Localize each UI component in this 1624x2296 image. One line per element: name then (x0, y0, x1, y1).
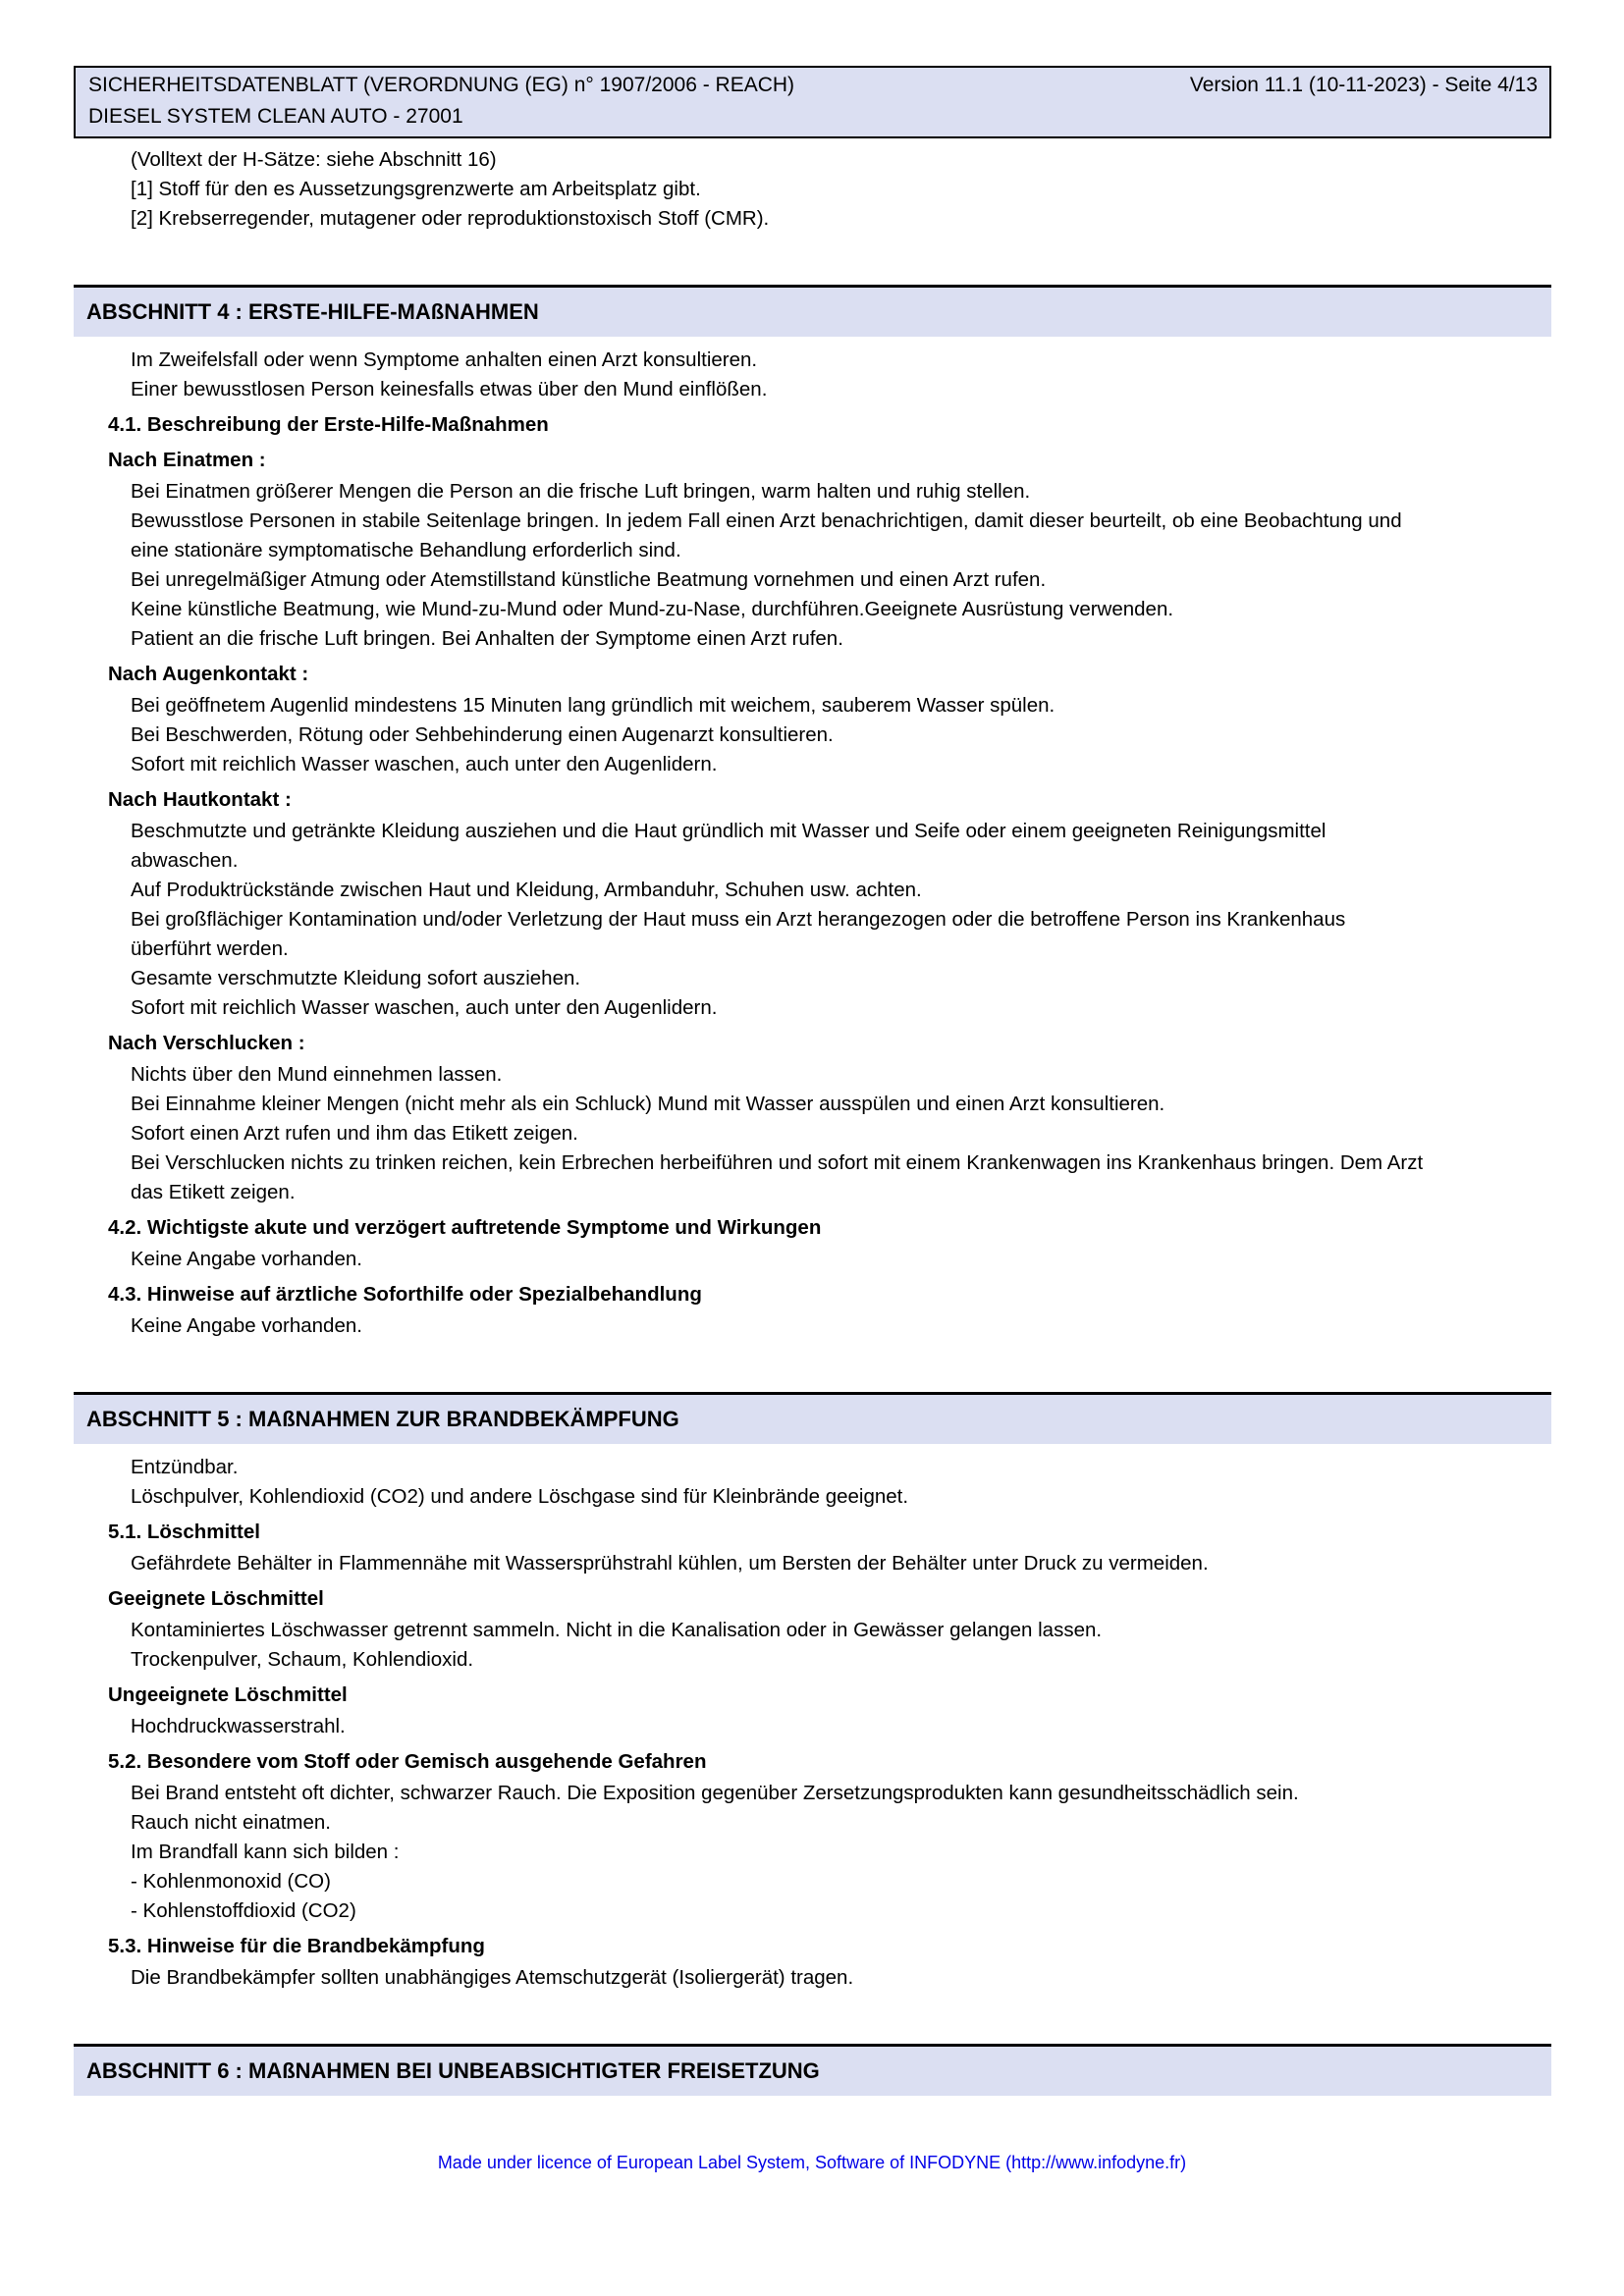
body-line: Auf Produktrückstände zwischen Haut und Kleidung, Armbanduhr, Schuhen usw. achten. (131, 879, 922, 901)
body-line: - Kohlenstoffdioxid (CO2) (131, 1899, 356, 1922)
heading-4-3: 4.3. Hinweise auf ärztliche Soforthilfe oder Spezialbehandlung (108, 1283, 702, 1306)
body-line: Trockenpulver, Schaum, Kohlendioxid. (131, 1648, 474, 1671)
footer-licence-link[interactable]: Made under licence of European Label System, Software of INFODYNE (http://www.infodyne.fr) (437, 2153, 1187, 2172)
body-line: Sofort einen Arzt rufen und ihm das Etikett zeigen. (131, 1122, 578, 1145)
label-nach-augenkontakt: Nach Augenkontakt : (108, 663, 309, 685)
body-line: Kontaminiertes Löschwasser getrennt sammeln. Nicht in die Kanalisation oder in Gewässer gelangen lassen. (131, 1619, 1103, 1641)
section-4-header: ABSCHNITT 4 : ERSTE-HILFE-MAßNAHMEN (74, 285, 1551, 337)
body-line: - Kohlenmonoxid (CO) (131, 1870, 331, 1893)
body-line: Beschmutzte und getränkte Kleidung ausziehen und die Haut gründlich mit Wasser und Seife oder einem geeigneten Reinigungsmittel (131, 820, 1326, 842)
body-line: das Etikett zeigen. (131, 1181, 296, 1203)
heading-5-2: 5.2. Besondere vom Stoff oder Gemisch ausgehende Gefahren (108, 1750, 707, 1773)
body-line: überführt werden. (131, 937, 289, 960)
heading-5-1: 5.1. Löschmittel (108, 1521, 260, 1543)
heading-5-3: 5.3. Hinweise für die Brandbekämpfung (108, 1935, 485, 1957)
body-line: Sofort mit reichlich Wasser waschen, auch unter den Augenlidern. (131, 996, 718, 1019)
label-ungeeignete-loeschmittel: Ungeeignete Löschmittel (108, 1683, 348, 1706)
body-line: Gesamte verschmutzte Kleidung sofort ausziehen. (131, 967, 581, 989)
section-6-header: ABSCHNITT 6 : MAßNAHMEN BEI UNBEABSICHTIGTER FREISETZUNG (74, 2044, 1551, 2096)
body-line: Die Brandbekämpfer sollten unabhängiges Atemschutzgerät (Isoliergerät) tragen. (131, 1966, 854, 1989)
body-line: Bei Einnahme kleiner Mengen (nicht mehr als ein Schluck) Mund mit Wasser ausspülen und einen Arzt konsultieren. (131, 1093, 1165, 1115)
body-line: Im Brandfall kann sich bilden : (131, 1841, 400, 1863)
body-line: Entzündbar. (131, 1456, 239, 1478)
body-line: Patient an die frische Luft bringen. Bei Anhalten der Symptome einen Arzt rufen. (131, 627, 843, 650)
body-line: Bei Verschlucken nichts zu trinken reichen, kein Erbrechen herbeiführen und sofort mit einem Krankenwagen ins Krankenhaus bringen. Dem Arzt (131, 1151, 1424, 1174)
body-line: Keine künstliche Beatmung, wie Mund-zu-Mund oder Mund-zu-Nase, durchführen.Geeignete Ausrüstung verwenden. (131, 598, 1174, 620)
body-line: Gefährdete Behälter in Flammennähe mit Wassersprühstrahl kühlen, um Bersten der Behälter unter Druck zu vermeiden. (131, 1552, 1209, 1575)
body-line: eine stationäre symptomatische Behandlung erforderlich sind. (131, 539, 681, 561)
body-line: Bei unregelmäßiger Atmung oder Atemstillstand künstliche Beatmung vornehmen und einen Arzt rufen. (131, 568, 1047, 591)
body-line: Einer bewusstlosen Person keinesfalls etwas über den Mund einflößen. (131, 378, 768, 400)
body-line: Im Zweifelsfall oder wenn Symptome anhalten einen Arzt konsultieren. (131, 348, 758, 371)
body-line: (Volltext der H-Sätze: siehe Abschnitt 16) (131, 148, 497, 171)
body-line: Bei großflächiger Kontamination und/oder Verletzung der Haut muss ein Arzt herangezogen oder die betroffene Person ins Krankenhaus (131, 908, 1346, 931)
page-footer (0, 2151, 1624, 2174)
body-line: Bei Beschwerden, Rötung oder Sehbehinderung einen Augenarzt konsultieren. (131, 723, 834, 746)
label-nach-hautkontakt: Nach Hautkontakt : (108, 788, 292, 811)
body-line: abwaschen. (131, 849, 239, 872)
body-line: Hochdruckwasserstrahl. (131, 1715, 346, 1737)
label-nach-einatmen: Nach Einatmen : (108, 449, 266, 471)
body-line: Nichts über den Mund einnehmen lassen. (131, 1063, 503, 1086)
body-line: Löschpulver, Kohlendioxid (CO2) und andere Löschgase sind für Kleinbrände geeignet. (131, 1485, 909, 1508)
version-page-info: Version 11.1 (10-11-2023) - Seite 4/13 (1189, 74, 1538, 96)
body-line: Bewusstlose Personen in stabile Seitenlage bringen. In jedem Fall einen Arzt benachrichtigen, damit dieser beurteilt, ob eine Beobachtung und (131, 509, 1402, 532)
body-line: [1] Stoff für den es Aussetzungsgrenzwerte am Arbeitsplatz gibt. (131, 178, 701, 200)
label-nach-verschlucken: Nach Verschlucken : (108, 1032, 305, 1054)
body-line: Keine Angabe vorhanden. (131, 1248, 362, 1270)
document-header (74, 66, 1551, 138)
body-line: Bei Einatmen größerer Mengen die Person an die frische Luft bringen, warm halten und ruhig stellen. (131, 480, 1031, 503)
body-line: Keine Angabe vorhanden. (131, 1314, 362, 1337)
body-line: Rauch nicht einatmen. (131, 1811, 331, 1834)
intro-block (74, 145, 1551, 234)
heading-4-2: 4.2. Wichtigste akute und verzögert auftretende Symptome und Wirkungen (108, 1216, 822, 1239)
label-geeignete-loeschmittel: Geeignete Löschmittel (108, 1587, 324, 1610)
section-5-header: ABSCHNITT 5 : MAßNAHMEN ZUR BRANDBEKÄMPFUNG (74, 1392, 1551, 1444)
body-line: [2] Krebserregender, mutagener oder reproduktionstoxisch Stoff (CMR). (131, 207, 770, 230)
heading-4-1: 4.1. Beschreibung der Erste-Hilfe-Maßnahmen (108, 413, 549, 436)
body-line: Bei Brand entsteht oft dichter, schwarzer Rauch. Die Exposition gegenüber Zersetzungsprodukten kann gesundheitsschädlich sein. (131, 1782, 1299, 1804)
body-line: Sofort mit reichlich Wasser waschen, auch unter den Augenlidern. (131, 753, 718, 775)
product-name: DIESEL SYSTEM CLEAN AUTO - 27001 (88, 105, 463, 128)
body-line: Bei geöffnetem Augenlid mindestens 15 Minuten lang gründlich mit weichem, sauberem Wasser spülen. (131, 694, 1056, 717)
document-title: SICHERHEITSDATENBLATT (VERORDNUNG (EG) n° 1907/2006 - REACH) (88, 74, 795, 96)
